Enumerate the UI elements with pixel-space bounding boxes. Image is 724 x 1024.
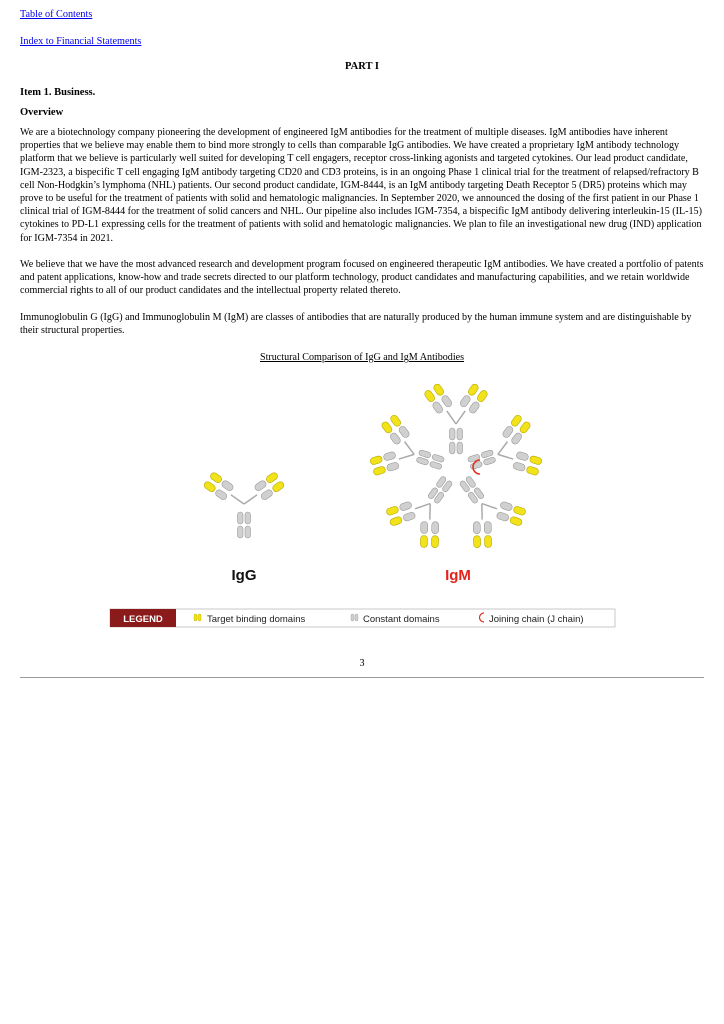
- page-number: 3: [359, 658, 365, 669]
- table-of-contents-link[interactable]: Table of Contents: [20, 9, 93, 20]
- igm-label: IgM: [445, 567, 471, 584]
- overview-paragraph-1: We are a biotechnology company pioneering the development of engineered IgM antibodies for the treatment of multiple diseases. IgM antibodies have inherent properties that we believe may enable them to bind more strongly to cells than comparable IgG antibodies. We have created a proprietary IgM antibody technology platform that we believe is particularly well suited for developing T cell engagers, receptor cross-linking agonists and targeted cytokines. Our lead product candidate, IGM-2323, a bispecific T cell engaging IgM antibody targeting CD20 and CD3 proteins, is in an ongoing Phase 1 clinical trial for the treatment of relapsed/refractory B cell Non-Hodgkin’s lymphoma (NHL) patients. Our second product candidate, IGM-8444, is an IgM antibody targeting Death Receptor 5 (DR5) proteins which may prove to be useful for the treatment of patients with solid and hematologic malignancies. In September 2020, we announced the dosing of the first patient in our Phase 1 clinical trial of IGM-8444 for the treatment of solid cancers and NHL. Our pipeline also includes IGM-7354, a bispecific IgM antibody delivering interleukin-15 (IL-15) cytokines to PD-L1 expressing cells for the treatment of patients with solid and hematologic malignancies. We plan to file an investigational new drug (IND) application for IGM-7354 in 2021.: [20, 127, 702, 244]
- legend-constant: Constant domains: [363, 614, 440, 625]
- legend-title: LEGEND: [123, 614, 163, 625]
- overview-paragraph-3: Immunoglobulin G (IgG) and Immunoglobulin M (IgM) are classes of antibodies that are naturally produced by the human immune system and are distinguishable by their structural properties.: [20, 312, 692, 337]
- igg-diagram: [203, 471, 285, 538]
- figure-caption: Structural Comparison of IgG and IgM Antibodies: [259, 352, 465, 363]
- item-heading: Item 1. Business.: [20, 87, 96, 98]
- overview-paragraph-2: We believe that we have the most advanced research and development program focused on engineered therapeutic IgM antibodies. We have created a portfolio of patents and patent applications, know-how and trade secrets directed to our platform technology, product candidates and manufacturing capabilities, and we retain worldwide commercial rights to all of our product candidates and the intellectual property related thereto.: [20, 259, 704, 297]
- target-binding-icon: [194, 614, 197, 621]
- figure-legend: [110, 609, 615, 627]
- igm-diagram: [365, 383, 547, 556]
- igg-label: IgG: [231, 567, 257, 584]
- index-financial-statements-link[interactable]: Index to Financial Statements: [20, 36, 142, 47]
- part-heading: PART I: [345, 61, 379, 72]
- page-divider: [20, 677, 704, 678]
- constant-domain-icon: [351, 614, 354, 621]
- antibody-structure-figure: [100, 368, 624, 632]
- legend-j-chain: Joining chain (J chain): [489, 614, 584, 625]
- overview-heading: Overview: [20, 107, 64, 118]
- legend-target-binding: Target binding domains: [207, 614, 306, 625]
